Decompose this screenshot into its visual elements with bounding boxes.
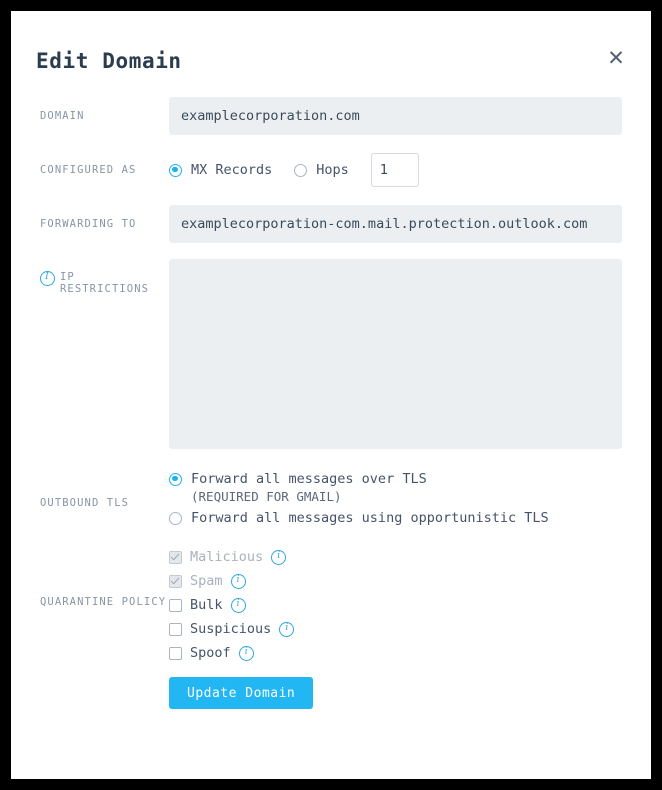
checkbox-bulk[interactable]	[169, 599, 182, 612]
configured-as-field	[169, 151, 651, 189]
outbound-tls-label	[11, 465, 169, 541]
ip-restrictions-label	[11, 259, 169, 297]
domain-input[interactable]	[169, 97, 622, 135]
checkbox-suspicious-label: Suspicious	[190, 621, 272, 637]
edit-domain-modal	[11, 11, 651, 779]
radio-hops-label: Hops	[316, 162, 349, 178]
radio-tls-required-label: Forward all messages over TLS	[191, 471, 427, 487]
domain-label-text: DOMAIN	[40, 110, 85, 122]
hops-input[interactable]	[371, 153, 419, 187]
checkbox-spam-label: Spam	[190, 573, 223, 589]
checkbox-spoof-label: Spoof	[190, 645, 231, 661]
tls-option-required[interactable]	[169, 471, 622, 487]
checkbox-spoof[interactable]	[169, 647, 182, 660]
list-item[interactable]	[169, 617, 622, 641]
checkbox-malicious	[169, 551, 182, 564]
radio-hops[interactable]	[294, 164, 307, 177]
configured-as-label	[11, 151, 169, 189]
checkbox-suspicious[interactable]	[169, 623, 182, 636]
submit-row	[11, 663, 651, 709]
checkbox-malicious-label: Malicious	[190, 549, 264, 565]
outbound-tls-row	[11, 465, 651, 541]
tls-option-opportunistic[interactable]	[169, 510, 622, 526]
info-icon[interactable]: i	[239, 646, 254, 661]
ip-restrictions-label-text: IP RESTRICTIONS	[60, 271, 150, 295]
forwarding-to-label	[11, 205, 169, 243]
radio-tls-opportunistic[interactable]	[169, 512, 182, 525]
quarantine-policy-row	[11, 541, 651, 663]
quarantine-policy-label	[11, 541, 169, 663]
configured-as-row	[11, 151, 651, 205]
radio-tls-opportunistic-label: Forward all messages using opportunistic TLS	[191, 510, 549, 526]
info-icon[interactable]: i	[279, 622, 294, 637]
outbound-tls-field	[169, 465, 651, 528]
ip-restrictions-field	[169, 259, 651, 453]
radio-tls-required[interactable]	[169, 473, 182, 486]
domain-field	[169, 97, 651, 135]
radio-mx-records[interactable]	[169, 164, 182, 177]
edit-domain-form	[11, 97, 651, 709]
close-icon[interactable]: ✕	[607, 46, 625, 70]
checkbox-bulk-label: Bulk	[190, 597, 223, 613]
update-domain-button[interactable]: Update Domain	[169, 677, 313, 709]
list-item[interactable]	[169, 545, 622, 569]
page-title: Edit Domain	[36, 49, 182, 73]
domain-row	[11, 97, 651, 151]
outbound-tls-label-text: OUTBOUND TLS	[40, 497, 130, 509]
forwarding-to-field	[169, 205, 651, 243]
quarantine-policy-field	[169, 541, 651, 665]
tls-required-subtext: (REQUIRED FOR GMAIL)	[191, 489, 342, 504]
info-icon[interactable]: I	[40, 271, 55, 286]
forwarding-to-label-text: FORWARDING TO	[40, 218, 137, 230]
ip-restrictions-textarea[interactable]	[169, 259, 622, 449]
quarantine-policy-label-text: QUARANTINE POLICY	[40, 596, 167, 608]
list-item[interactable]	[169, 569, 622, 593]
configured-as-label-text: CONFIGURED AS	[40, 164, 137, 176]
info-icon[interactable]: i	[231, 574, 246, 589]
ip-restrictions-row	[11, 259, 651, 465]
info-icon[interactable]: i	[271, 550, 286, 565]
forwarding-to-row	[11, 205, 651, 259]
forwarding-to-input[interactable]	[169, 205, 622, 243]
list-item[interactable]	[169, 641, 622, 665]
info-icon[interactable]: i	[231, 598, 246, 613]
list-item[interactable]	[169, 593, 622, 617]
domain-label	[11, 97, 169, 135]
radio-mx-records-label: MX Records	[191, 162, 273, 178]
checkbox-spam	[169, 575, 182, 588]
